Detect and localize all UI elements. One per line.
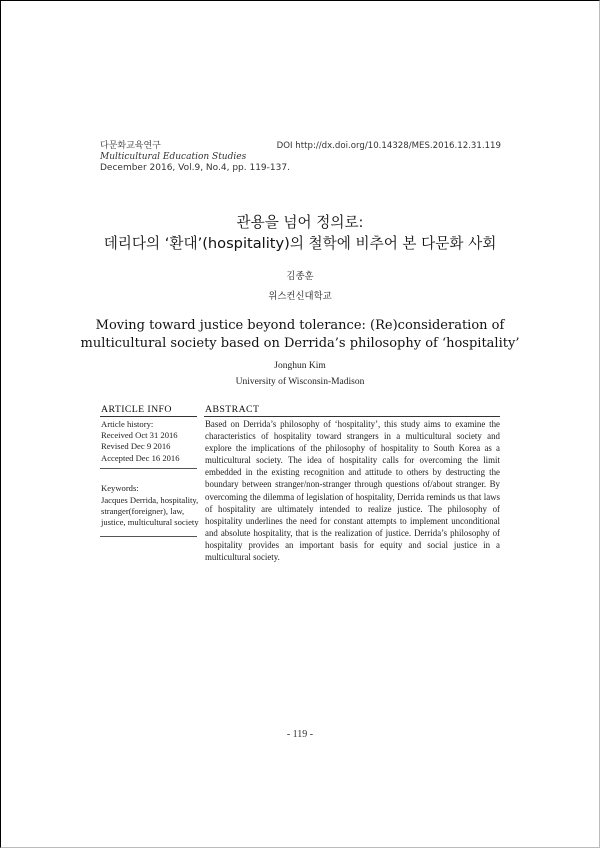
- article-history: [101, 419, 199, 464]
- page-number: - 119 -: [286, 729, 314, 740]
- abstract-body: Based on Derrida’s philosophy of ‘hospitality’, this study aims to examine the characteristics of hospitality toward strangers in a multicultural society and explore the implications of the philosophy of hospitality to South Korea as a multicultural society. The idea of hospitality calls for overcoming the limit embedded in the existing recognition and attitude to others by destructing the boundary between stranger/non-stranger through questions of/about stranger. By overcoming the dilemma of legislation of hospitality, Derrida reminds us that laws of hospitality are ultimately intended to realize justice. The philosophy of hospitality underlines the need for constant attempts to implement unconditional and absolute hospitality, that is the realization of justice. Derrida’s philosophy of hospitality provides an important basis for equity and social justice in a multicultural society.: [205, 419, 500, 563]
- title-en-line2: multicultural society based on Derrida’s philosophy of ‘hospitality’: [80, 336, 520, 351]
- info-divider: [100, 468, 197, 469]
- revised-date: Revised Dec 9 2016: [101, 441, 171, 452]
- article-info-heading: ARTICLE INFO: [101, 404, 172, 415]
- author-ko: 김종훈: [286, 271, 314, 282]
- journal-name-en: Multicultural Education Studies: [100, 152, 247, 162]
- keywords-list: Jacques Derrida, hospitality, stranger(foreigner), law, justice, multicultural society: [101, 495, 199, 528]
- abstract-heading: ABSTRACT: [205, 404, 260, 415]
- title-en-line1: Moving toward justice beyond tolerance: (Re)consideration of: [95, 318, 505, 333]
- journal-name-ko: 다문화교육연구: [100, 141, 161, 151]
- accepted-date: Accepted Dec 16 2016: [101, 452, 180, 463]
- abstract-rule: [204, 416, 500, 417]
- article-info-rule: [100, 416, 197, 417]
- info-bottom-rule: [100, 536, 197, 537]
- journal-header: [100, 141, 290, 174]
- affiliation-en: University of Wisconsin-Madison: [235, 377, 365, 387]
- received-date: Received Oct 31 2016: [101, 430, 178, 441]
- journal-issue: December 2016, Vol.9, No.4, pp. 119-137.: [100, 163, 290, 173]
- author-en: Jonghun Kim: [274, 361, 326, 371]
- keywords-label: Keywords:: [101, 483, 139, 493]
- title-ko-line2: 데리다의 ‘환대’(hospitality)의 철학에 비추어 본 다문화 사회: [103, 235, 497, 252]
- affiliation-ko: 위스컨신대학교: [268, 291, 332, 302]
- title-ko-line1: 관용을 넘어 정의로:: [236, 214, 364, 231]
- doi-link[interactable]: DOI http://dx.doi.org/10.14328/MES.2016.12.31.119: [276, 141, 501, 151]
- history-label: Article history:: [101, 419, 154, 429]
